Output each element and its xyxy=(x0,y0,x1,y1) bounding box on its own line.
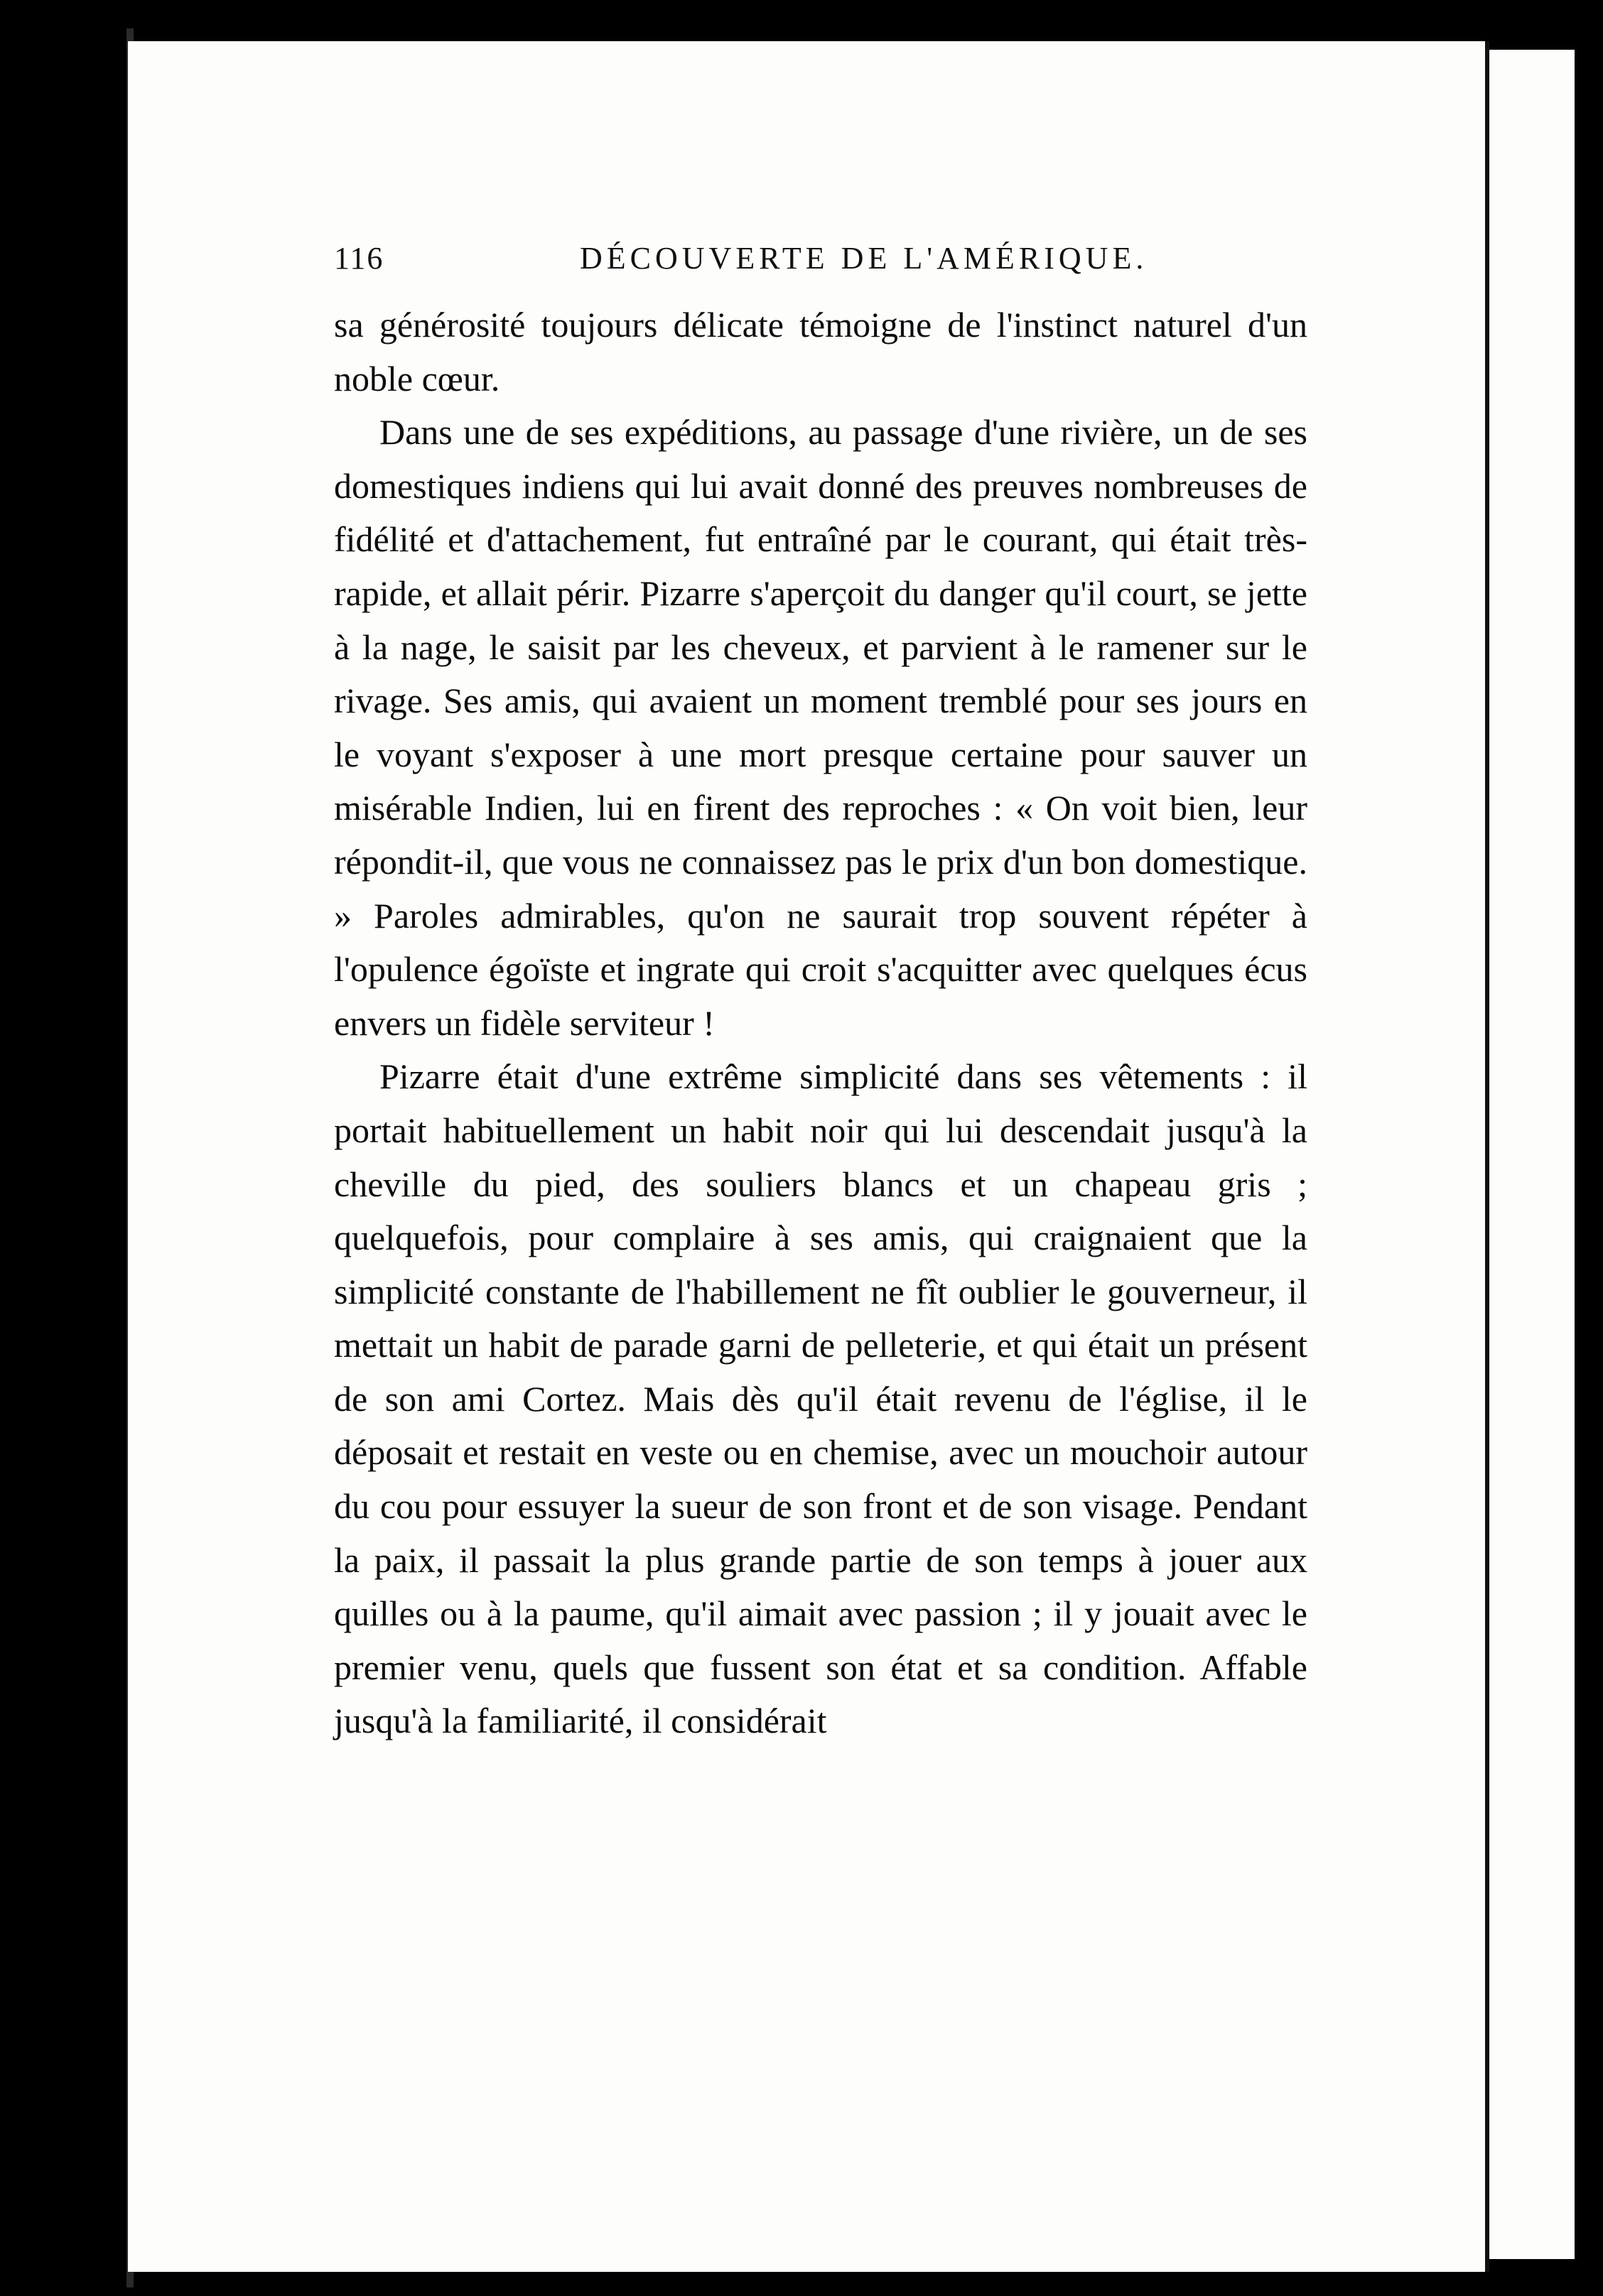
running-head xyxy=(334,240,1315,283)
body-text xyxy=(334,298,1307,1748)
facing-page-edge xyxy=(1489,50,1575,2259)
paragraph-3: Pizarre était d'une extrême simplicité dans ses vêtements : il portait habituellement un habit noir qui lui descendait jusqu'à la cheville du pied, des souliers blancs et un chapeau gris ; quelquefois, pour complaire à ses amis, qui craignaient que la simplicité constante de l'habillement ne fît oublier le gouverneur, il mettait un habit de parade garni de pelleterie, et qui était un présent de son ami Cortez. Mais dès qu'il était revenu de l'église, il le déposait et restait en veste ou en chemise, avec un mouchoir autour du cou pour essuyer la sueur de son front et de son visage. Pendant la paix, il passait la plus grande partie de son temps à jouer aux quilles ou à la paume, qu'il aimait avec passion ; il y jouait avec le premier venu, quels que fussent son état et sa condition. Affable jusqu'à la familiarité, il considérait xyxy=(334,1056,1307,1741)
page-number: 116 xyxy=(334,241,384,276)
paragraph-2: Dans une de ses expéditions, au passage d'une rivière, un de ses domestiques indiens qui lui avait donné des preuves nombreuses de fidélité et d'attachement, fut entraîné par le courant, qui était très-rapide, et allait périr. Pizarre s'aperçoit du danger qu'il court, se jette à la nage, le saisit par les cheveux, et parvient à le ramener sur le rivage. Ses amis, qui avaient un moment tremblé pour ses jours en le voyant s'exposer à une mort presque certaine pour sauver un misérable Indien, lui en firent des reproches : « On voit bien, leur répondit-il, que vous ne connaissez pas le prix d'un bon domestique. » Paroles admirables, qu'on ne saurait trop souvent répéter à l'opulence égoïste et ingrate qui croit s'acquitter avec quelques écus envers un fidèle serviteur ! xyxy=(334,412,1307,1043)
paragraph-1: sa générosité toujours délicate témoigne de l'instinct naturel d'un noble cœur. xyxy=(334,305,1307,399)
running-title: DÉCOUVERTE DE L'AMÉRIQUE. xyxy=(580,241,1148,276)
